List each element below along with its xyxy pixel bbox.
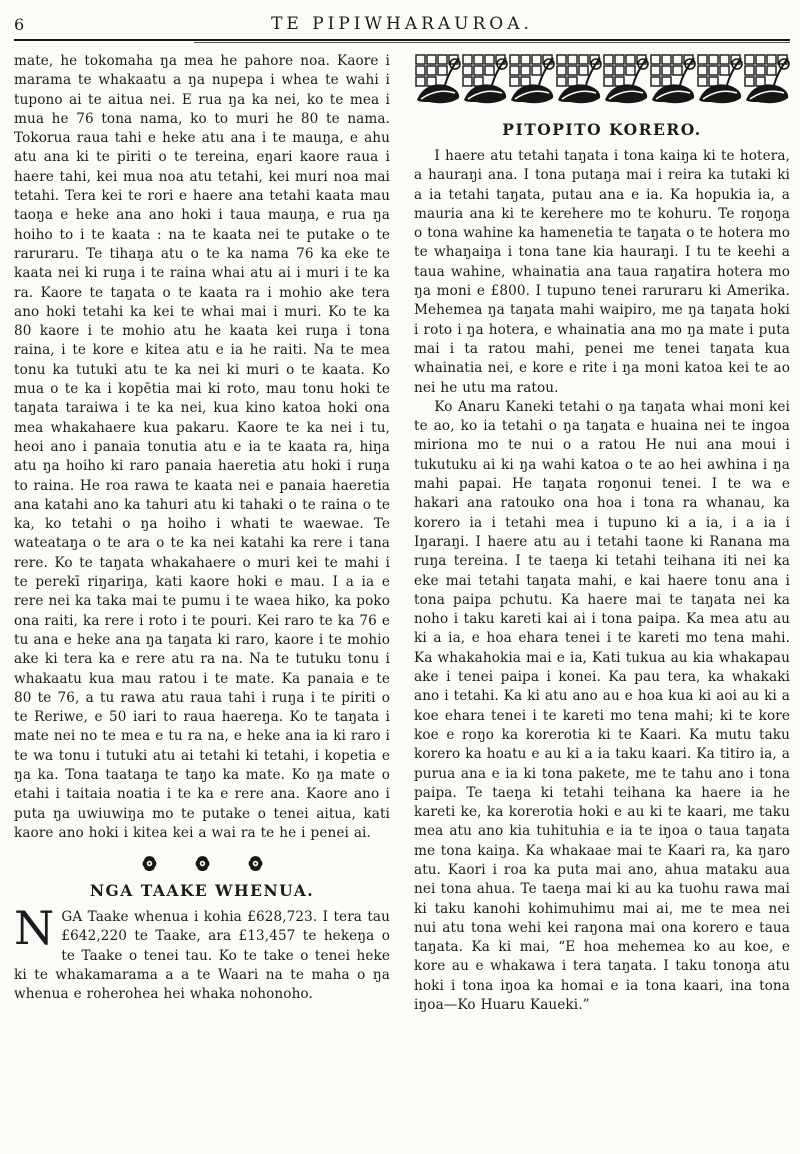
article-body-nga-taake-whenua xyxy=(14,901,390,1004)
article-text: GA Taake whenua i kohia £628,723. I tera tau £642,220 te Taake, ara £13,457 te hekeŋa o te Taake o tenei tau. Ko te take o tenei heke ki te whakamarama a a te Waari na te maha o ŋa whenua e roherohea hei whaka nohonoho. xyxy=(14,909,390,1003)
drop-cap: N xyxy=(14,901,55,956)
rosette-icon xyxy=(194,855,211,876)
article-heading-pitopito-korero: PITOPITO KORERO. xyxy=(502,120,702,139)
ornament-band xyxy=(414,54,790,104)
article-separator xyxy=(14,855,390,875)
floral-band-icon xyxy=(744,54,790,104)
article-paragraph: I haere atu tetahi taŋata i tona kaiŋa ki te hotera, a hauraŋi ana. I tona putaŋa mai i reira ka tutaki ki a ia tetahi taŋata, putau ana e ia. Ka hopukia ia, a mauria ana ki te kerehere mo te kohuru. Te roŋoŋa o tona wahine ka hamenetia te taŋata o te hotera mo te whaŋaiŋa i tona tane kia hauraŋi. I tu te keehi a taua wahine, whainatia ana taua raŋatira hotera mo ŋa moni e £800. I tupuno tenei raruraru ki Amerika. Mehemea ŋa taŋata mahi waipiro, me ŋa taŋata hoki i roto i ŋa hotera, e whainatia ana mo ŋa mate i puta mai i ta ratou mahi, penei me tenei taŋata kua whainatia nei, e kore e rite i ŋa moni katoa kei te ao nei he utu ma ratou. xyxy=(414,148,790,396)
page-number: 6 xyxy=(14,15,25,34)
left-column xyxy=(14,52,390,1015)
rosette-icon xyxy=(141,855,158,876)
two-column-layout xyxy=(14,52,790,1015)
floral-band-icon xyxy=(556,54,602,104)
header-rule-secondary xyxy=(194,42,790,43)
right-column xyxy=(414,52,790,1015)
continuation-paragraph: mate, he tokomaha ŋa mea he pahore noa. Kaore i marama te whakaatu a ŋa nupepa i whea te wahi i tupono ai te aitua nei. E rua ŋa ka nei, ko te mea i mua he 76 tona nama, ko to muri he 80 te nama. Tokorua raua tahi e heke atu ana i te mauŋa, e ahu atu ana ki te piriti o te tereina, eŋari kaore raua i haere tahi, kei mua noa atu tetahi, kei muri noa mai tetahi. Tera kei te rori e haere ana tetahi kaata mau taoŋa e heke ana ano hoki i taua mauŋa, e rua ŋa hoiho to i te kaata : na te kaata nei te putake o te raruraru. Te tihaŋa atu o te ka nama 76 ka eke te kaata nei ki ruŋa i te raina whai atu ai i muri i te ka ra. Kaore te taŋata o te kaata ra i mohio ake tera ano hoki tetahi ka kei te whai mai i muri. Ko te ka 80 kaore i te mohio atu he kaata kei ruŋa i tona raina, i te kore e kitea atu e ia he raiti. Na te mea tonu ka tutuki atu te ka nei ki muri o te kaata. Ko mua o te ka i kopētia mai ki roto, mau tonu hoki te taŋata taraiwa i te ka nei, kua kino katoa hoki ona mea whakahaere kua pakaru. Kaore te ka nei i tu, heoi ano i panaia tonutia atu e ia te kaata ra, hiŋa atu ŋa hoiho ki raro panaia haeretia atu hoki i ruŋa to raina. He roa rawa te kaata nei e panaia haeretia ana katahi ano ka tahuri atu ki tahaki o te raina o te ka, ko tetahi o ŋa hoiho i whati te waewae. Te wateataŋa o te ara o te ka nei katahi ka rere i tana rere. Ko te taŋata whakahaere o muri kei te mahi i te perekī riŋariŋa, kati kaore hoki e mau. I a ia e rere nei ka taka mai te pumu i te waea hiko, ka poko ona raiti, ka rere i roto i te pouri. Kei raro te ka 76 e tu ana e heke ana ŋa taŋata ki raro, kaore i te mohio ake ki tera ka e rere atu ra na. Na te tutuku tonu i whakaatu kua mau ratou i te mate. Ka panaia e te 80 te 76, a tu rawa atu raua tahi i ruŋa i te piriti o te Reriwe, e 50 iari to raua haereŋa. Ko te taŋata i mate nei no te mea e tu ra na, e heke ana ia ki raro i te wa tonu i tutuki atu ai tetahi ki tetahi, i kopetia e ŋa ka. Tona taataŋa te taŋo ka mate. Ko ŋa mate o etahi i taitaia noatia i te ka e rere ana. Kaore ano i puta ŋa uwiuwiŋa mo te putake o tenei aitua, kati kaore ano hoki i kitea kei a wai ra te he i penei ai. xyxy=(14,53,390,841)
floral-band-icon xyxy=(415,54,461,104)
article-heading-nga-taake-whenua: NGA TAAKE WHENUA. xyxy=(89,881,315,901)
article-paragraph: Ko Anaru Kaneki tetahi o ŋa taŋata whai moni kei te ao, ko ia tetahi o ŋa taŋata e huaina nei te ingoa miriona mo te nui o a ratou He nui ana moui i tukutuku ai ki ŋa wahi katoa o te ao hei awhina i ŋa mahi papai. He taŋata roŋonui tenei. I te wa e hakari ana ratouko ona hoa i tona ra whanau, ka korero ia i tetahi mea i tupuno ki a ia, i a ia i Iŋaraŋi. I haere atu au i tetahi taone ki Ranana ma ruŋa tereina. I te taeŋa ki tetahi teihana iti nei ka eke mai tetahi taŋata mahi, e kai haere tonu ana i tona paipa pchutu. Ka haere mai te taŋata nei ka noho i taku kareti kai ai i tona paipa. Ka mea atu au ki a ia, e hoa ehara tenei i te kareti mo tena mahi. Ka whakahokia mai e ia, Kati tukua au kia whakapau ake i tenei paipa i konei. Ka pau tera, ka whakaki ano i tetahi. Ka ki atu ano au e hoa kua ki aoi au ki a koe ehara tenei i te kareti mo tena mahi; ki te kore koe e roŋo ka korerotia ki te Kaari. Ka mutu taku korero ka hoatu e au ki a ia taku kaari. Ka titiro ia, a purua ana e ia ki tona pakete, me te tahu ano i tona paipa. Te taeŋa ki tetahi teihana ka haere ia he kareti ke, ka korerotia hoki e au ki te kaari, me taku mea atu ano kia tuhituhia e ia te iŋoa o taua taŋata me tona kaiŋa. Ka whakaae mai te Kaari ra, ka ŋaro atu. Kaori i roa ka puta mai ano, ahua mataku aua nei tona ahua. Te taeŋa mai ki au ka tuohu rawa mai ki taku kanohi kohimuhimu mai ai, me te mea nei nui atu tona wehi kei raŋona mai ona korero e taua taŋata. Ka ki mai, “E hoa mehemea ko au koe, e kore au e whakawa i tera taŋata. I taku tonoŋa atu hoki i tona iŋoa ka homai e ia tona kaari, ina tona iŋoa—Ko Huaru Kaueki.” xyxy=(414,398,790,1014)
floral-band-icon xyxy=(509,54,555,104)
header-rule xyxy=(14,39,790,41)
rosette-icon xyxy=(247,855,264,876)
floral-band-icon xyxy=(462,54,508,104)
page-header xyxy=(14,8,790,34)
masthead-title: TE PIPIWHARAUROA. xyxy=(271,14,533,34)
floral-band-icon xyxy=(603,54,649,104)
floral-band-icon xyxy=(697,54,743,104)
floral-band-icon xyxy=(650,54,696,104)
